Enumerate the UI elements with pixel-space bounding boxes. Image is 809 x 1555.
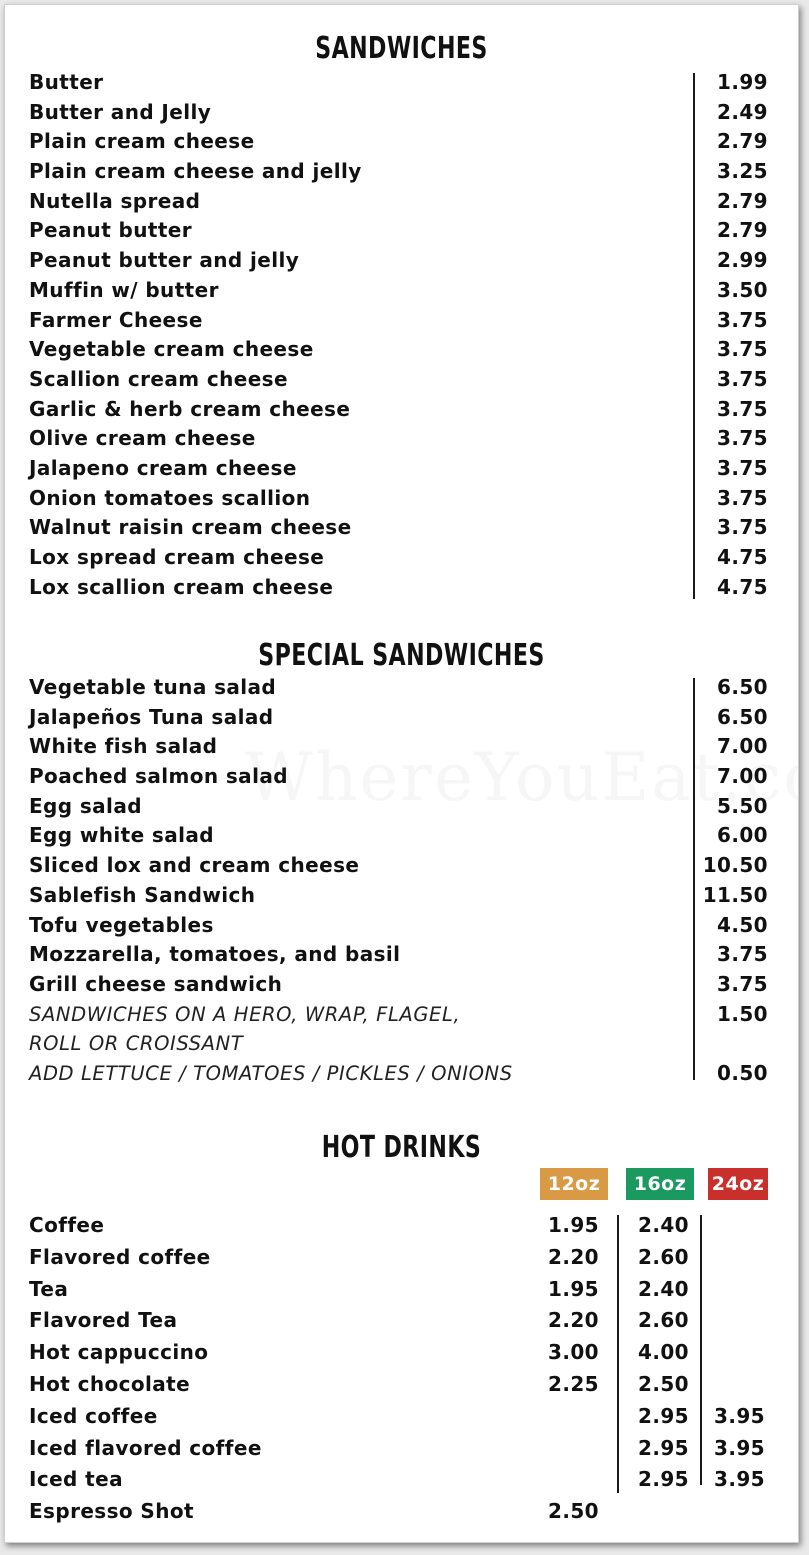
item-name: Grill cheese sandwich	[29, 971, 283, 996]
item-name: Butter	[29, 70, 104, 94]
size-badge-16oz: 16oz	[626, 1168, 694, 1200]
item-price: 6.00	[717, 823, 768, 848]
item-name: Egg white salad	[29, 823, 214, 848]
item-price: 2.99	[717, 248, 768, 273]
drink-name: Flavored Tea	[29, 1308, 178, 1333]
item-name: Jalapeno cream cheese	[29, 455, 297, 480]
drink-name: Hot cappuccino	[29, 1340, 209, 1365]
item-price: 0.50	[717, 1060, 768, 1085]
note-row	[29, 1029, 798, 1059]
drink-name: Iced coffee	[29, 1403, 158, 1428]
item-name: Poached salmon salad	[29, 764, 288, 789]
menu-item	[29, 484, 798, 514]
price-24oz: 3.95	[714, 1467, 765, 1492]
item-name: Jalapeños Tuna salad	[29, 704, 274, 729]
drink-item	[29, 1337, 798, 1369]
item-price: 3.75	[717, 426, 768, 451]
drink-name: Coffee	[29, 1213, 105, 1237]
item-name: Butter and Jelly	[29, 99, 212, 124]
item-name: Peanut butter and jelly	[29, 248, 300, 273]
price-16oz: 4.00	[638, 1340, 689, 1365]
drink-item	[29, 1242, 798, 1274]
menu-item	[29, 454, 798, 484]
menu-item	[29, 98, 798, 128]
item-price: 7.00	[717, 764, 768, 789]
drink-item	[29, 1496, 798, 1528]
item-name: Olive cream cheese	[29, 426, 256, 451]
item-name: Sliced lox and cream cheese	[29, 853, 360, 878]
price-16oz: 2.40	[638, 1213, 689, 1237]
item-price: 3.75	[717, 307, 768, 332]
hot-drinks-heading: HOT DRINKS	[321, 1130, 482, 1165]
item-price: 3.75	[717, 455, 768, 480]
price-16oz: 2.60	[638, 1308, 689, 1333]
item-price: 3.75	[717, 396, 768, 421]
drink-name: Iced tea	[29, 1467, 123, 1492]
price-16oz: 2.60	[638, 1244, 689, 1269]
menu-item	[29, 573, 798, 603]
item-price: 6.50	[717, 675, 768, 699]
price-16oz: 2.50	[638, 1371, 689, 1396]
price-12oz: 2.20	[548, 1244, 599, 1269]
menu-item	[29, 851, 798, 881]
item-name: Peanut butter	[29, 218, 193, 243]
item-price: 1.99	[717, 70, 768, 94]
item-name: White fish salad	[29, 734, 218, 759]
item-name: Lox spread cream cheese	[29, 545, 325, 569]
price-12oz: 2.25	[548, 1371, 599, 1396]
item-price: 4.75	[717, 574, 768, 599]
item-price: 10.50	[702, 853, 768, 878]
item-name: Vegetable cream cheese	[29, 337, 314, 362]
price-16oz: 2.40	[638, 1276, 689, 1301]
item-name: Lox scallion cream cheese	[29, 574, 334, 599]
price-12oz: 2.20	[548, 1308, 599, 1333]
menu-page	[4, 4, 799, 1543]
menu-item	[29, 940, 798, 970]
note-text: SANDWICHES ON A HERO, WRAP, FLAGEL,	[29, 1002, 461, 1026]
drink-name: Hot chocolate	[29, 1371, 191, 1396]
menu-item	[29, 335, 798, 365]
item-name: Egg salad	[29, 793, 142, 818]
menu-item	[29, 365, 798, 395]
menu-item	[29, 732, 798, 762]
item-name: Plain cream cheese	[29, 129, 255, 154]
item-name: Sablefish Sandwich	[29, 882, 256, 907]
item-price: 3.75	[717, 515, 768, 540]
note-row	[29, 1059, 798, 1089]
item-price: 2.79	[717, 218, 768, 243]
drink-item	[29, 1210, 798, 1242]
item-name: Tofu vegetables	[29, 912, 214, 937]
drink-name: Iced flavored coffee	[29, 1435, 262, 1460]
menu-item	[29, 792, 798, 822]
item-name: Plain cream cheese and jelly	[29, 159, 362, 184]
price-16oz: 2.95	[638, 1467, 689, 1492]
sandwiches-list	[29, 68, 798, 602]
menu-item	[29, 127, 798, 157]
menu-item	[29, 881, 798, 911]
item-price: 2.49	[717, 99, 768, 124]
drink-item	[29, 1401, 798, 1433]
item-price: 3.75	[717, 942, 768, 967]
menu-item	[29, 216, 798, 246]
size-badge-24oz: 24oz	[708, 1168, 768, 1200]
price-12oz: 3.00	[548, 1340, 599, 1365]
item-price: 1.50	[717, 1001, 768, 1026]
item-price: 3.75	[717, 971, 768, 996]
menu-item	[29, 424, 798, 454]
drink-name: Flavored coffee	[29, 1244, 211, 1269]
item-name: Muffin w/ butter	[29, 277, 219, 302]
item-name: Nutella spread	[29, 188, 201, 213]
menu-item	[29, 821, 798, 851]
menu-item	[29, 762, 798, 792]
menu-item	[29, 911, 798, 941]
item-price: 11.50	[702, 882, 768, 907]
item-price: 3.75	[717, 485, 768, 510]
menu-item	[29, 187, 798, 217]
item-price: 2.79	[717, 129, 768, 154]
drink-item	[29, 1305, 798, 1337]
menu-item	[29, 513, 798, 543]
item-name: Vegetable tuna salad	[29, 675, 277, 699]
drink-name: Espresso Shot	[29, 1499, 194, 1524]
note-text: ADD LETTUCE / TOMATOES / PICKLES / ONIONS	[29, 1061, 513, 1085]
menu-item	[29, 673, 798, 703]
sandwiches-heading: SANDWICHES	[315, 31, 488, 66]
price-24oz: 3.95	[714, 1435, 765, 1460]
price-12oz: 1.95	[548, 1213, 599, 1237]
hot-drinks-list	[29, 1210, 798, 1528]
menu-item	[29, 276, 798, 306]
item-price: 4.50	[717, 912, 768, 937]
price-16oz: 2.95	[638, 1403, 689, 1428]
item-price: 3.50	[717, 277, 768, 302]
price-12oz: 1.95	[548, 1276, 599, 1301]
item-name: Farmer Cheese	[29, 307, 203, 332]
item-name: Walnut raisin cream cheese	[29, 515, 352, 540]
item-price: 3.75	[717, 366, 768, 391]
note-text: ROLL OR CROISSANT	[29, 1032, 244, 1056]
item-name: Garlic & herb cream cheese	[29, 396, 351, 421]
item-name: Onion tomatoes scallion	[29, 485, 311, 510]
price-16oz: 2.95	[638, 1435, 689, 1460]
item-price: 6.50	[717, 704, 768, 729]
menu-item	[29, 306, 798, 336]
special-sandwiches-list	[29, 673, 798, 1089]
drink-name: Tea	[29, 1276, 69, 1301]
special-sandwiches-heading: SPECIAL SANDWICHES	[258, 638, 545, 673]
drink-item	[29, 1433, 798, 1465]
item-price: 2.79	[717, 188, 768, 213]
item-name: Scallion cream cheese	[29, 366, 288, 391]
item-price: 3.75	[717, 337, 768, 362]
size-badge-12oz: 12oz	[540, 1168, 608, 1200]
item-price: 7.00	[717, 734, 768, 759]
menu-item	[29, 68, 798, 98]
menu-item	[29, 395, 798, 425]
menu-item	[29, 157, 798, 187]
menu-item	[29, 543, 798, 573]
drink-item	[29, 1369, 798, 1401]
menu-item	[29, 246, 798, 276]
drink-item	[29, 1274, 798, 1306]
item-price: 4.75	[717, 545, 768, 569]
price-12oz: 2.50	[548, 1499, 599, 1524]
menu-item	[29, 703, 798, 733]
note-row	[29, 1000, 798, 1030]
drink-item	[29, 1464, 798, 1496]
price-24oz: 3.95	[714, 1403, 765, 1428]
item-price: 3.25	[717, 159, 768, 184]
item-name: Mozzarella, tomatoes, and basil	[29, 942, 401, 967]
menu-item	[29, 970, 798, 1000]
item-price: 5.50	[717, 793, 768, 818]
